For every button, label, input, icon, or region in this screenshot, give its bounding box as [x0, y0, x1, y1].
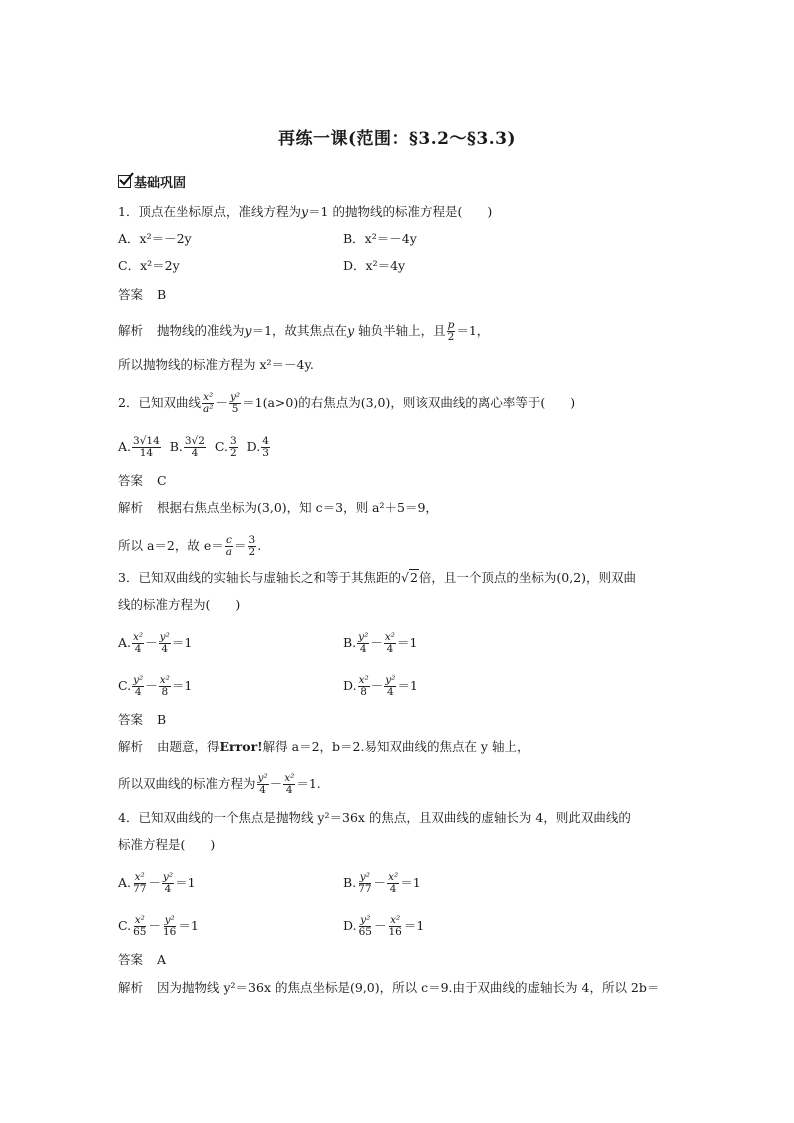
- fraction: $\frac{3√14}{14}$: [133, 435, 160, 459]
- q4-option-d: D. $\frac{\text{y²}}{65}$ － $\frac{\text{x²}}{16}$ ＝1: [343, 914, 425, 938]
- sqrt-symbol: √2: [400, 570, 418, 585]
- fraction: $\frac{\text{x²}}{4}$: [284, 772, 295, 796]
- q4-option-c: C. $\frac{\text{x²}}{65}$ － $\frac{\text{y²}}{16}$ ＝1: [118, 914, 199, 938]
- q2-options: A. $\frac{3√14}{14}$ B. $\frac{3√2}{4}$ C. $\frac{3}{2}$ D. $\frac{4}{3}$: [118, 435, 269, 459]
- q2-stem: 2．已知双曲线 $\frac{\text{x²}}{\text{a²}}$ － $\frac{\text{y²}}{5}$ ＝1(a>0)的右焦点为(3,0)，则该双曲线的离心率等于( ): [118, 391, 576, 415]
- fraction: $\frac{p}{2}$: [447, 319, 455, 343]
- fraction: $\frac{\text{y²}}{4}$: [162, 871, 174, 895]
- q2-answer: 答案 C: [118, 473, 167, 488]
- checkbox-icon: [118, 175, 131, 188]
- fraction: $\frac{\text{x²}}{4}$: [384, 631, 395, 655]
- q1-option-b: B．x²＝－4y: [343, 231, 417, 246]
- q3-analysis-line2: 所以双曲线的标准方程为 $\frac{\text{y²}}{4}$ － $\frac{\text{x²}}{4}$ ＝1.: [118, 772, 321, 796]
- fraction: $\frac{\text{x²}}{4}$: [133, 631, 144, 655]
- fraction: $\frac{\text{x²}}{4}$: [388, 871, 399, 895]
- fraction: $\frac{c}{a}$: [225, 534, 233, 558]
- fraction: $\frac{\text{y²}}{5}$: [229, 391, 241, 415]
- q4-option-b: B. $\frac{\text{y²}}{77}$ － $\frac{\text{x²}}{4}$ ＝1: [343, 871, 421, 895]
- fraction: $\frac{3}{2}$: [248, 534, 256, 558]
- q1-analysis-line1: 解析 抛物线的准线为y＝1，故其焦点在y 轴负半轴上，且 $\frac{p}{2}$ ＝1，: [118, 319, 490, 343]
- section-label: 基础巩固: [134, 176, 187, 191]
- q1-analysis-line2: 所以抛物线的标准方程为 x²＝－4y.: [118, 357, 314, 372]
- fraction: $\frac{\text{y²}}{65}$: [358, 914, 372, 938]
- fraction: $\frac{\text{x²}}{8}$: [358, 674, 369, 698]
- fraction: $\frac{\text{x²}}{65}$: [133, 914, 147, 938]
- q1-option-a: A．x²＝－2y: [118, 231, 192, 246]
- fraction: $\frac{\text{y²}}{77}$: [358, 871, 372, 895]
- fraction: $\frac{\text{y²}}{4}$: [133, 674, 144, 698]
- fraction: $\frac{\text{x²}}{77}$: [133, 871, 147, 895]
- fraction: $\frac{\text{y²}}{4}$: [358, 631, 369, 655]
- fraction: $\frac{\text{y²}}{4}$: [385, 674, 396, 698]
- q3-stem-line2: 线的标准方程为( ): [118, 597, 241, 612]
- q4-option-a: A. $\frac{\text{x²}}{77}$ － $\frac{\text{y²}}{4}$ ＝1: [118, 871, 196, 895]
- fraction: $\frac{\text{y²}}{16}$: [162, 914, 177, 938]
- fraction: $\frac{4}{3}$: [262, 435, 269, 459]
- q3-option-c: C. $\frac{\text{y²}}{4}$ － $\frac{\text{x²}}{8}$ ＝1: [118, 674, 193, 698]
- fraction: $\frac{\text{y²}}{4}$: [159, 631, 170, 655]
- q4-answer: 答案 A: [118, 952, 167, 967]
- q3-stem-line1: 3．已知双曲线的实轴长与虚轴长之和等于其焦距的√2倍，且一个顶点的坐标为(0,2)，则双曲: [118, 570, 637, 585]
- fraction: $\frac{3√2}{4}$: [184, 435, 205, 459]
- q2-analysis-line2: 所以 a＝2，故 e＝ $\frac{c}{a}$ ＝ $\frac{3}{2}$ .: [118, 534, 262, 558]
- section-heading: [118, 172, 186, 191]
- fraction: $\frac{\text{y²}}{4}$: [257, 772, 268, 796]
- fraction: $\frac{\text{x²}}{16}$: [388, 914, 402, 938]
- q1-stem: 1．顶点在坐标原点，准线方程为y＝1 的抛物线的标准方程是( ): [118, 204, 493, 219]
- fraction: $\frac{\text{x²}}{8}$: [159, 674, 170, 698]
- fraction: $\frac{3}{2}$: [229, 435, 237, 459]
- q3-option-a: A. $\frac{\text{x²}}{4}$ － $\frac{\text{y²}}{4}$ ＝1: [118, 631, 193, 655]
- q2-analysis-line1: 解析 根据右焦点坐标为(3,0)，知 c＝3，则 a²＋5＝9，: [118, 500, 438, 515]
- page-title: 再练一课(范围：§3.2～§3.3): [277, 129, 517, 149]
- q4-stem-line1: 4．已知双曲线的一个焦点是抛物线 y²＝36x 的焦点，且双曲线的虚轴长为 4，则此双曲线的: [118, 810, 631, 825]
- q1-option-c: C．x²＝2y: [118, 258, 180, 273]
- q4-stem-line2: 标准方程是( ): [118, 837, 216, 852]
- q4-analysis-line1: 解析 因为抛物线 y²＝36x 的焦点坐标是(9,0)，所以 c＝9.由于双曲线的虚轴长为 4，所以 2b＝: [118, 980, 660, 995]
- q3-option-b: B. $\frac{\text{y²}}{4}$ － $\frac{\text{x²}}{4}$ ＝1: [343, 631, 418, 655]
- q3-answer: 答案 B: [118, 712, 167, 727]
- q3-analysis-line1: 解析 由题意，得Error!解得 a＝2，b＝2.易知双曲线的焦点在 y 轴上，: [118, 739, 530, 754]
- fraction: $\frac{\text{x²}}{\text{a²}}$: [202, 391, 214, 415]
- q3-option-d: D. $\frac{\text{x²}}{8}$ － $\frac{\text{y²}}{4}$ ＝1: [343, 674, 418, 698]
- q1-option-d: D．x²＝4y: [343, 258, 406, 273]
- q1-answer: 答案 B: [118, 287, 167, 302]
